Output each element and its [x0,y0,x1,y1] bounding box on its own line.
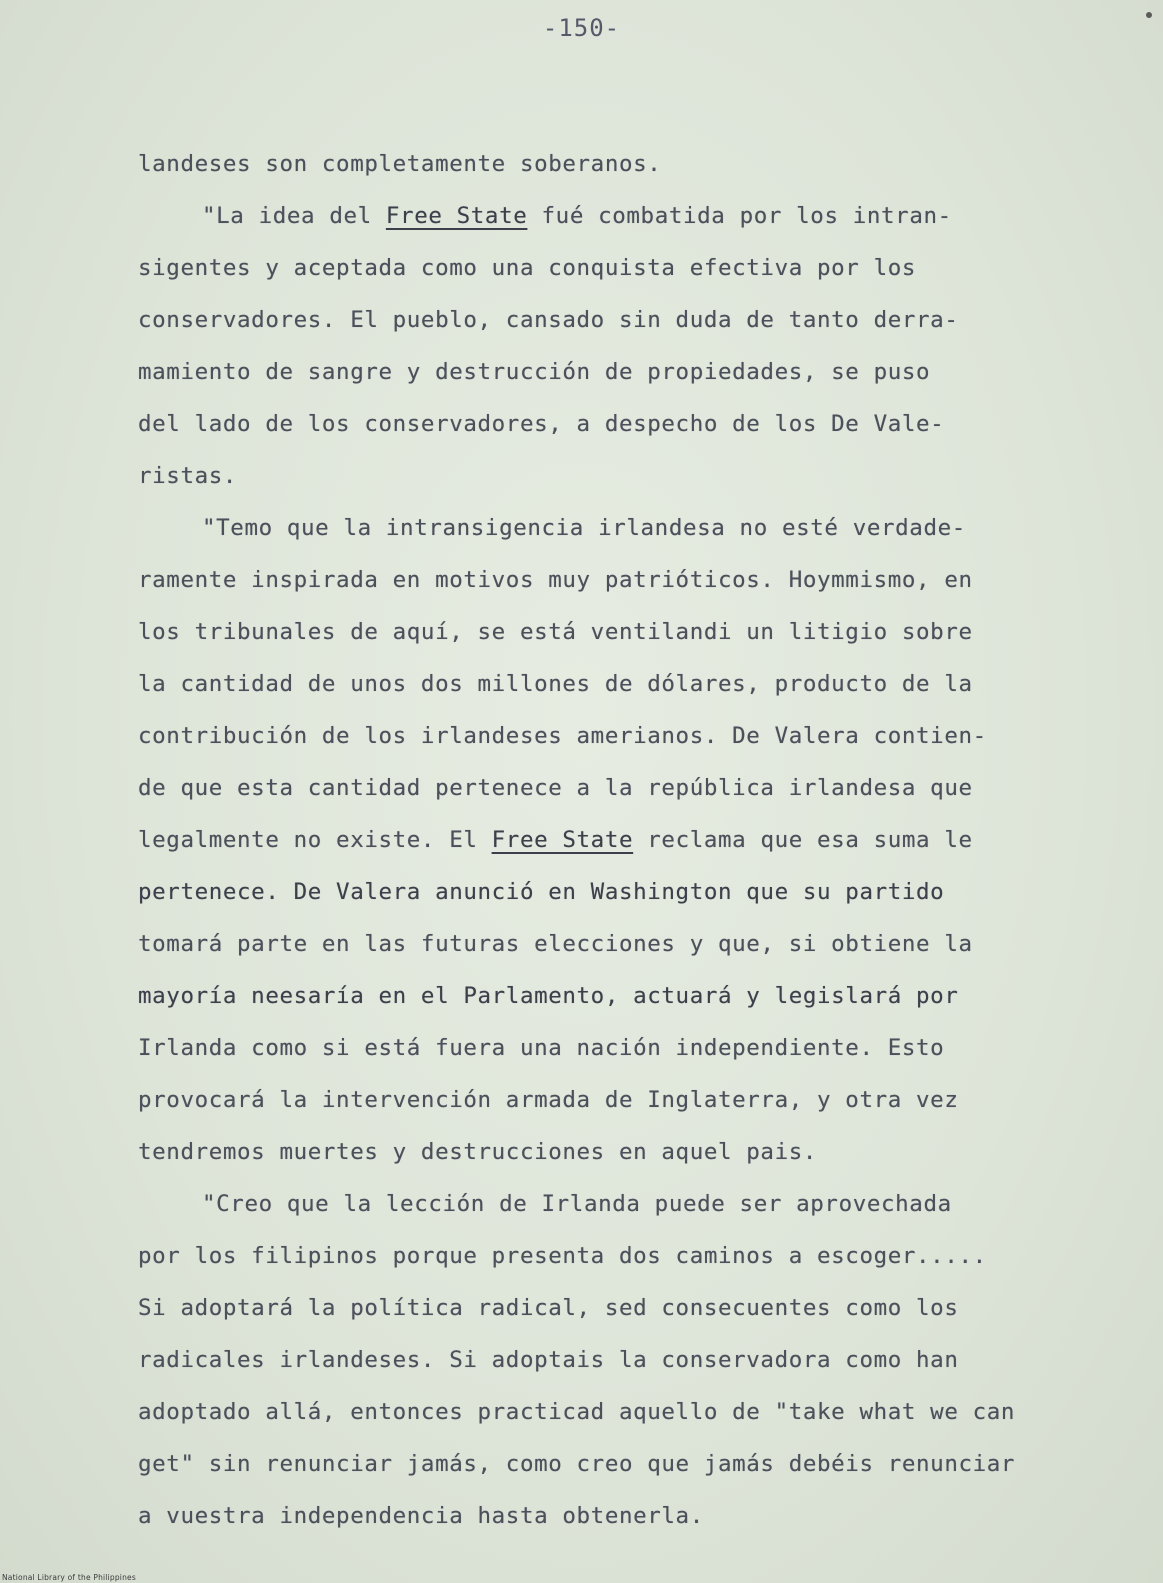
text-line: Irlanda como si está fuera una nación independiente. Esto [138,1035,945,1061]
text-line: landeses son completamente soberanos. [138,151,662,177]
text-segment: reclama que esa suma le [633,827,973,853]
text-line: provocará la intervención armada de Inglaterra, y otra vez [138,1087,959,1113]
text-line: mayoría neesaría en el Parlamento, actuará y legislará por [138,983,959,1009]
body-text [138,138,1068,1542]
text-segment: fué combatida por los intran- [527,203,952,229]
text-line: contribución de los irlandeses amerianos. De Valera contien- [138,723,987,749]
text-line: radicales irlandeses. Si adoptais la conservadora como han [138,1347,959,1373]
underlined-term: Free State [491,827,634,853]
text-segment: "La idea del [202,203,386,229]
text-line [138,814,1068,866]
text-line: "Creo que la lección de Irlanda puede ser aprovechada [202,1191,952,1217]
text-line: get" sin renunciar jamás, como creo que jamás debéis renunciar [138,1451,1016,1477]
text-line: Si adoptará la política radical, sed consecuentes como los [138,1295,959,1321]
text-line: pertenece. De Valera anunció en Washington que su partido [138,879,945,905]
text-line: por los filipinos porque presenta dos caminos a escoger..... [138,1243,987,1269]
text-line: ristas. [138,463,238,489]
text-line: conservadores. El pueblo, cansado sin duda de tanto derra- [138,307,959,333]
text-line: la cantidad de unos dos millones de dólares, producto de la [138,671,973,697]
footer-credit: National Library of the Philippines [2,1573,136,1582]
text-line: mamiento de sangre y destrucción de propiedades, se puso [138,359,931,385]
text-line: "Temo que la intransigencia irlandesa no esté verdade- [202,515,966,541]
text-line: tomará parte en las futuras elecciones y que, si obtiene la [138,931,973,957]
text-line: adoptado allá, entonces practicad aquello de "take what we can [138,1399,1016,1425]
underlined-term: Free State [385,203,528,229]
text-line: ramente inspirada en motivos muy patrióticos. Hoymmismo, en [138,567,973,593]
text-line: de que esta cantidad pertenece a la república irlandesa que [138,775,973,801]
text-segment: legalmente no existe. El [138,827,492,853]
text-line [138,190,1068,242]
text-line: sigentes y aceptada como una conquista efectiva por los [138,255,917,281]
text-line: del lado de los conservadores, a despecho de los De Vale- [138,411,945,437]
text-line: tendremos muertes y destrucciones en aquel pais. [138,1139,818,1165]
text-line: los tribunales de aquí, se está ventilandi un litigio sobre [138,619,973,645]
text-line: a vuestra independencia hasta obtenerla. [138,1503,704,1529]
page-number: -150- [542,14,621,42]
